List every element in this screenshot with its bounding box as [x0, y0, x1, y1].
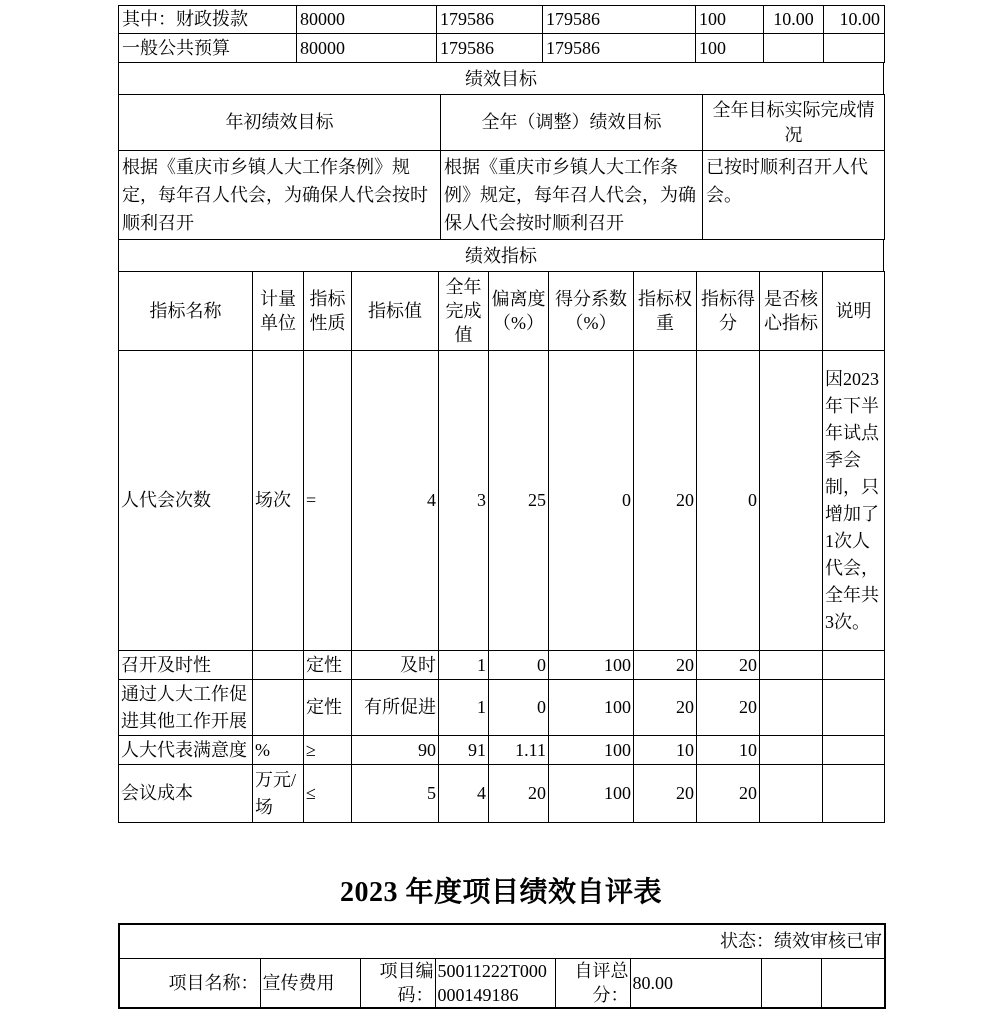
goals-header-initial: 年初绩效目标 [119, 95, 441, 151]
score-coef-cell: 100 [549, 651, 634, 680]
funding-table [118, 5, 885, 63]
funding-pct-cell: 100 [696, 6, 764, 34]
score-coef-cell: 0 [549, 351, 634, 651]
funding-budget-cell: 80000 [297, 34, 437, 63]
header-actual-value: 全年完成值 [439, 272, 489, 351]
goals-header-row [119, 95, 885, 151]
status-row [119, 924, 885, 959]
indicators-banner-text: 绩效指标 [119, 240, 884, 272]
nature-cell: ≤ [304, 765, 352, 823]
goals-text-initial: 根据《重庆市乡镇人大工作条例》规定，每年召人代会，为确保人代会按时顺利召开 [119, 151, 441, 240]
deviation-cell: 1.11 [489, 736, 549, 765]
deviation-cell: 25 [489, 351, 549, 651]
note-cell [823, 736, 885, 765]
header-weight: 指标权重 [634, 272, 697, 351]
header-deviation: 偏离度（%） [489, 272, 549, 351]
score-coef-cell: 100 [549, 680, 634, 736]
unit-cell: % [253, 736, 304, 765]
actual-cell: 1 [439, 651, 489, 680]
funding-score-cell [764, 34, 824, 63]
score-cell: 20 [697, 680, 760, 736]
deviation-cell: 20 [489, 765, 549, 823]
weight-cell: 20 [634, 765, 697, 823]
score-cell: 20 [697, 765, 760, 823]
header-score: 指标得分 [697, 272, 760, 351]
selfeval-table [118, 923, 886, 1009]
unit-cell [253, 651, 304, 680]
indicator-name-cell: 人大代表满意度 [119, 736, 253, 765]
indicator-row [119, 680, 885, 736]
target-cell: 及时 [352, 651, 439, 680]
project-name-label: 项目名称： [119, 959, 260, 1009]
unit-cell [253, 680, 304, 736]
header-note: 说明 [823, 272, 885, 351]
funding-row-label: 其中：财政拨款 [119, 6, 297, 34]
actual-cell: 1 [439, 680, 489, 736]
funding-amount-cell: 179586 [543, 34, 696, 63]
target-cell: 90 [352, 736, 439, 765]
self-score-label: 自评总分： [555, 959, 630, 1009]
indicator-name-cell: 通过人大工作促进其他工作开展 [119, 680, 253, 736]
indicators-header-row [119, 272, 885, 351]
funding-score-cell: 10.00 [764, 6, 824, 34]
note-cell [823, 651, 885, 680]
funding-amount-cell: 179586 [437, 34, 543, 63]
header-target-value: 指标值 [352, 272, 439, 351]
funding-pct-cell: 100 [696, 34, 764, 63]
funding-budget-cell: 80000 [297, 6, 437, 34]
actual-cell: 3 [439, 351, 489, 651]
nature-cell: 定性 [304, 651, 352, 680]
header-score-coef: 得分系数（%） [549, 272, 634, 351]
goals-table [118, 94, 885, 240]
target-cell: 有所促进 [352, 680, 439, 736]
weight-cell: 20 [634, 651, 697, 680]
indicators-table [118, 271, 885, 823]
header-nature: 指标性质 [304, 272, 352, 351]
indicator-row [119, 651, 885, 680]
document-page [118, 5, 884, 1009]
goals-text-adjusted: 根据《重庆市乡镇人大工作条例》规定，每年召人代会，为确保人代会按时顺利召开 [441, 151, 703, 240]
empty-cell [821, 959, 885, 1009]
indicator-name-cell: 召开及时性 [119, 651, 253, 680]
note-cell [823, 765, 885, 823]
target-cell: 5 [352, 765, 439, 823]
indicator-name-cell: 会议成本 [119, 765, 253, 823]
self-score-value: 80.00 [630, 959, 761, 1009]
funding-score-cell: 10.00 [824, 6, 885, 34]
actual-cell: 91 [439, 736, 489, 765]
indicator-row [119, 765, 885, 823]
indicator-row [119, 351, 885, 651]
header-indicator-name: 指标名称 [119, 272, 253, 351]
unit-cell: 万元/场 [253, 765, 304, 823]
score-coef-cell: 100 [549, 765, 634, 823]
note-cell: 因2023年下半年试点季会制，只增加了1次人代会，全年共3次。 [823, 351, 885, 651]
indicator-row [119, 736, 885, 765]
core-cell [760, 680, 823, 736]
funding-row-label: 一般公共预算 [119, 34, 297, 63]
weight-cell: 20 [634, 351, 697, 651]
core-cell [760, 765, 823, 823]
score-cell: 10 [697, 736, 760, 765]
goals-header-adjusted: 全年（调整）绩效目标 [441, 95, 703, 151]
project-info-row [119, 959, 885, 1009]
goals-text-row [119, 151, 885, 240]
core-cell [760, 351, 823, 651]
indicators-banner [118, 239, 884, 272]
weight-cell: 20 [634, 680, 697, 736]
indicator-name-cell: 人代会次数 [119, 351, 253, 651]
actual-cell: 4 [439, 765, 489, 823]
score-coef-cell: 100 [549, 736, 634, 765]
goals-header-actual: 全年目标实际完成情况 [703, 95, 885, 151]
funding-amount-cell: 179586 [543, 6, 696, 34]
weight-cell: 10 [634, 736, 697, 765]
goals-banner [118, 62, 884, 95]
deviation-cell: 0 [489, 680, 549, 736]
goals-text-actual: 已按时顺利召开人代会。 [703, 151, 885, 240]
nature-cell: ≥ [304, 736, 352, 765]
project-name-value: 宣传费用 [260, 959, 360, 1009]
core-cell [760, 736, 823, 765]
unit-cell: 场次 [253, 351, 304, 651]
page-title: 2023 年度项目绩效自评表 [339, 877, 662, 908]
goals-banner-text: 绩效目标 [119, 63, 884, 95]
score-cell: 20 [697, 651, 760, 680]
nature-cell: = [304, 351, 352, 651]
note-cell [823, 680, 885, 736]
funding-amount-cell: 179586 [437, 6, 543, 34]
header-core: 是否核心指标 [760, 272, 823, 351]
nature-cell: 定性 [304, 680, 352, 736]
target-cell: 4 [352, 351, 439, 651]
funding-row [119, 6, 885, 34]
empty-cell [761, 959, 821, 1009]
project-code-label: 项目编码： [360, 959, 435, 1009]
funding-score-cell [824, 34, 885, 63]
score-cell: 0 [697, 351, 760, 651]
status-text: 状态：绩效审核已审 [119, 924, 885, 959]
funding-row [119, 34, 885, 63]
project-code-value: 50011222T000000149186 [435, 959, 555, 1009]
core-cell [760, 651, 823, 680]
header-unit: 计量单位 [253, 272, 304, 351]
deviation-cell: 0 [489, 651, 549, 680]
